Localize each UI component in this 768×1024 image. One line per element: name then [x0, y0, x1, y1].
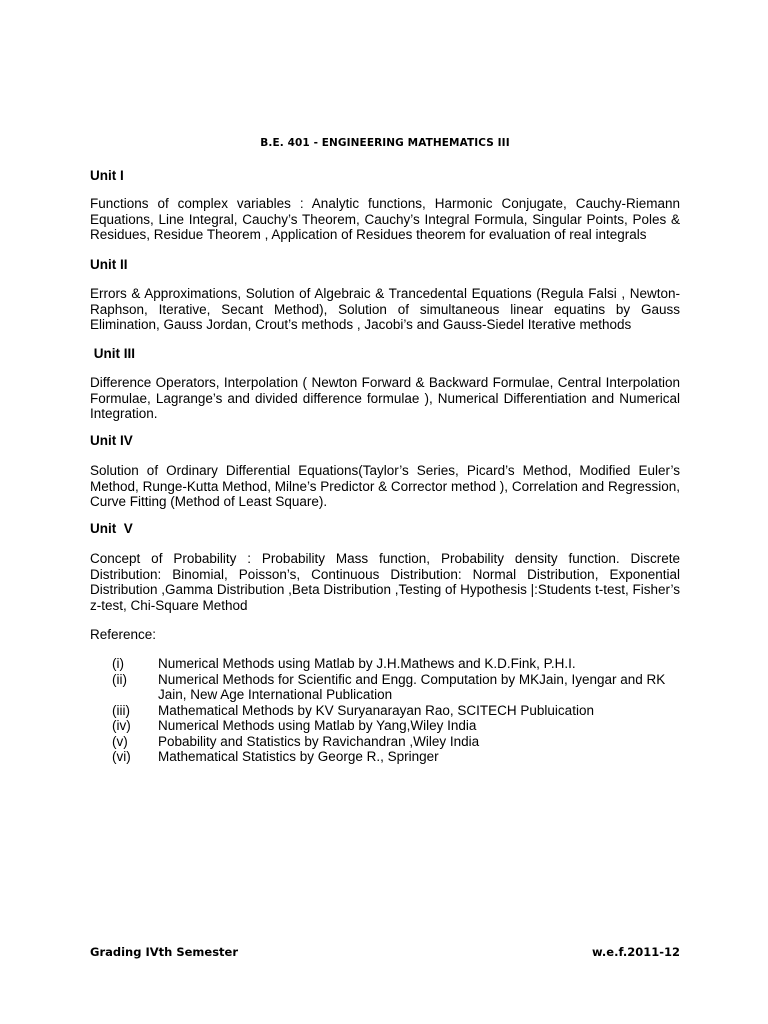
reference-text: Pobability and Statistics by Ravichandran ,Wiley India: [158, 733, 480, 749]
reference-text: Mathematical Methods by KV Suryanarayan Rao, SCITECH Publuication: [158, 702, 594, 718]
reference-text: Numerical Methods using Matlab by J.H.Mathews and K.D.Fink, P.H.I.: [158, 656, 576, 671]
reference-item: [112, 656, 682, 672]
reference-item: [112, 703, 682, 719]
reference-label: Reference:: [90, 627, 157, 642]
reference-number: (v): [112, 733, 128, 749]
reference-item: [112, 749, 682, 765]
unit-3-body: Difference Operators, Interpolation ( Newton Forward & Backward Formulae, Central Interpolation Formulae, Lagrange’s and divided difference formulae ), Numerical Differentiation and Numerical Integration.: [90, 375, 680, 421]
footer-semester: Grading IVth Semester: [90, 945, 239, 959]
reference-text: Numerical Methods for Scientific and Engg. Computation by MKJain, Iyengar and RK Jain, New Age International Publication: [158, 671, 666, 702]
reference-number: (i): [112, 656, 124, 671]
reference-number: (vi): [112, 749, 131, 764]
unit-2-heading: Unit II: [90, 257, 128, 272]
reference-text: Mathematical Statistics by George R., Springer: [158, 749, 439, 764]
footer-effective-date: w.e.f.2011-12: [592, 945, 680, 959]
reference-number: (iii): [112, 702, 130, 718]
reference-text: Numerical Methods using Matlab by Yang,Wiley India: [158, 718, 477, 733]
unit-4-body: Solution of Ordinary Differential Equations(Taylor’s Series, Picard’s Method, Modified Euler’s Method, Runge-Kutta Method, Milne’s Predictor & Corrector method ), Correlation and Regression, Curve Fitting (Method of Least Square).: [90, 463, 680, 509]
reference-number: (ii): [112, 671, 127, 687]
reference-number: (iv): [112, 718, 131, 733]
document-title: B.E. 401 - ENGINEERING MATHEMATICS III: [260, 137, 510, 149]
unit-1-heading: Unit I: [90, 168, 124, 183]
unit-3-heading: Unit III: [90, 346, 135, 361]
reference-item: [112, 734, 682, 750]
reference-item: [112, 718, 682, 734]
unit-4-heading: Unit IV: [90, 433, 133, 448]
unit-5-body: Concept of Probability : Probability Mass function, Probability density function. Discrete Distribution: Binomial, Poisson’s, Continuous Distribution: Normal Distribution, Exponential Distribution ,Gamma Distribution ,Beta Distribution ,Testing of Hypothesis |:Students t-test, Fisher’s z-test, Chi-Square Method: [90, 551, 680, 613]
reference-item: [112, 672, 682, 703]
unit-2-body: Errors & Approximations, Solution of Algebraic & Trancedental Equations (Regula Falsi , Newton-Raphson, Iterative, Secant Method), Solution of simultaneous linear equatins by Gauss Elimination, Gauss Jordan, Crout’s methods , Jacobi’s and Gauss-Siedel Iterative methods: [90, 286, 680, 332]
reference-list: [112, 656, 682, 765]
unit-1-body: Functions of complex variables : Analytic functions, Harmonic Conjugate, Cauchy-Riemann Equations, Line Integral, Cauchy’s Theorem, Cauchy’s Integral Formula, Singular Points, Poles & Residues, Residue Theorem , Application of Residues theorem for evaluation of real integrals: [90, 196, 680, 242]
unit-5-heading: Unit V: [90, 521, 133, 536]
